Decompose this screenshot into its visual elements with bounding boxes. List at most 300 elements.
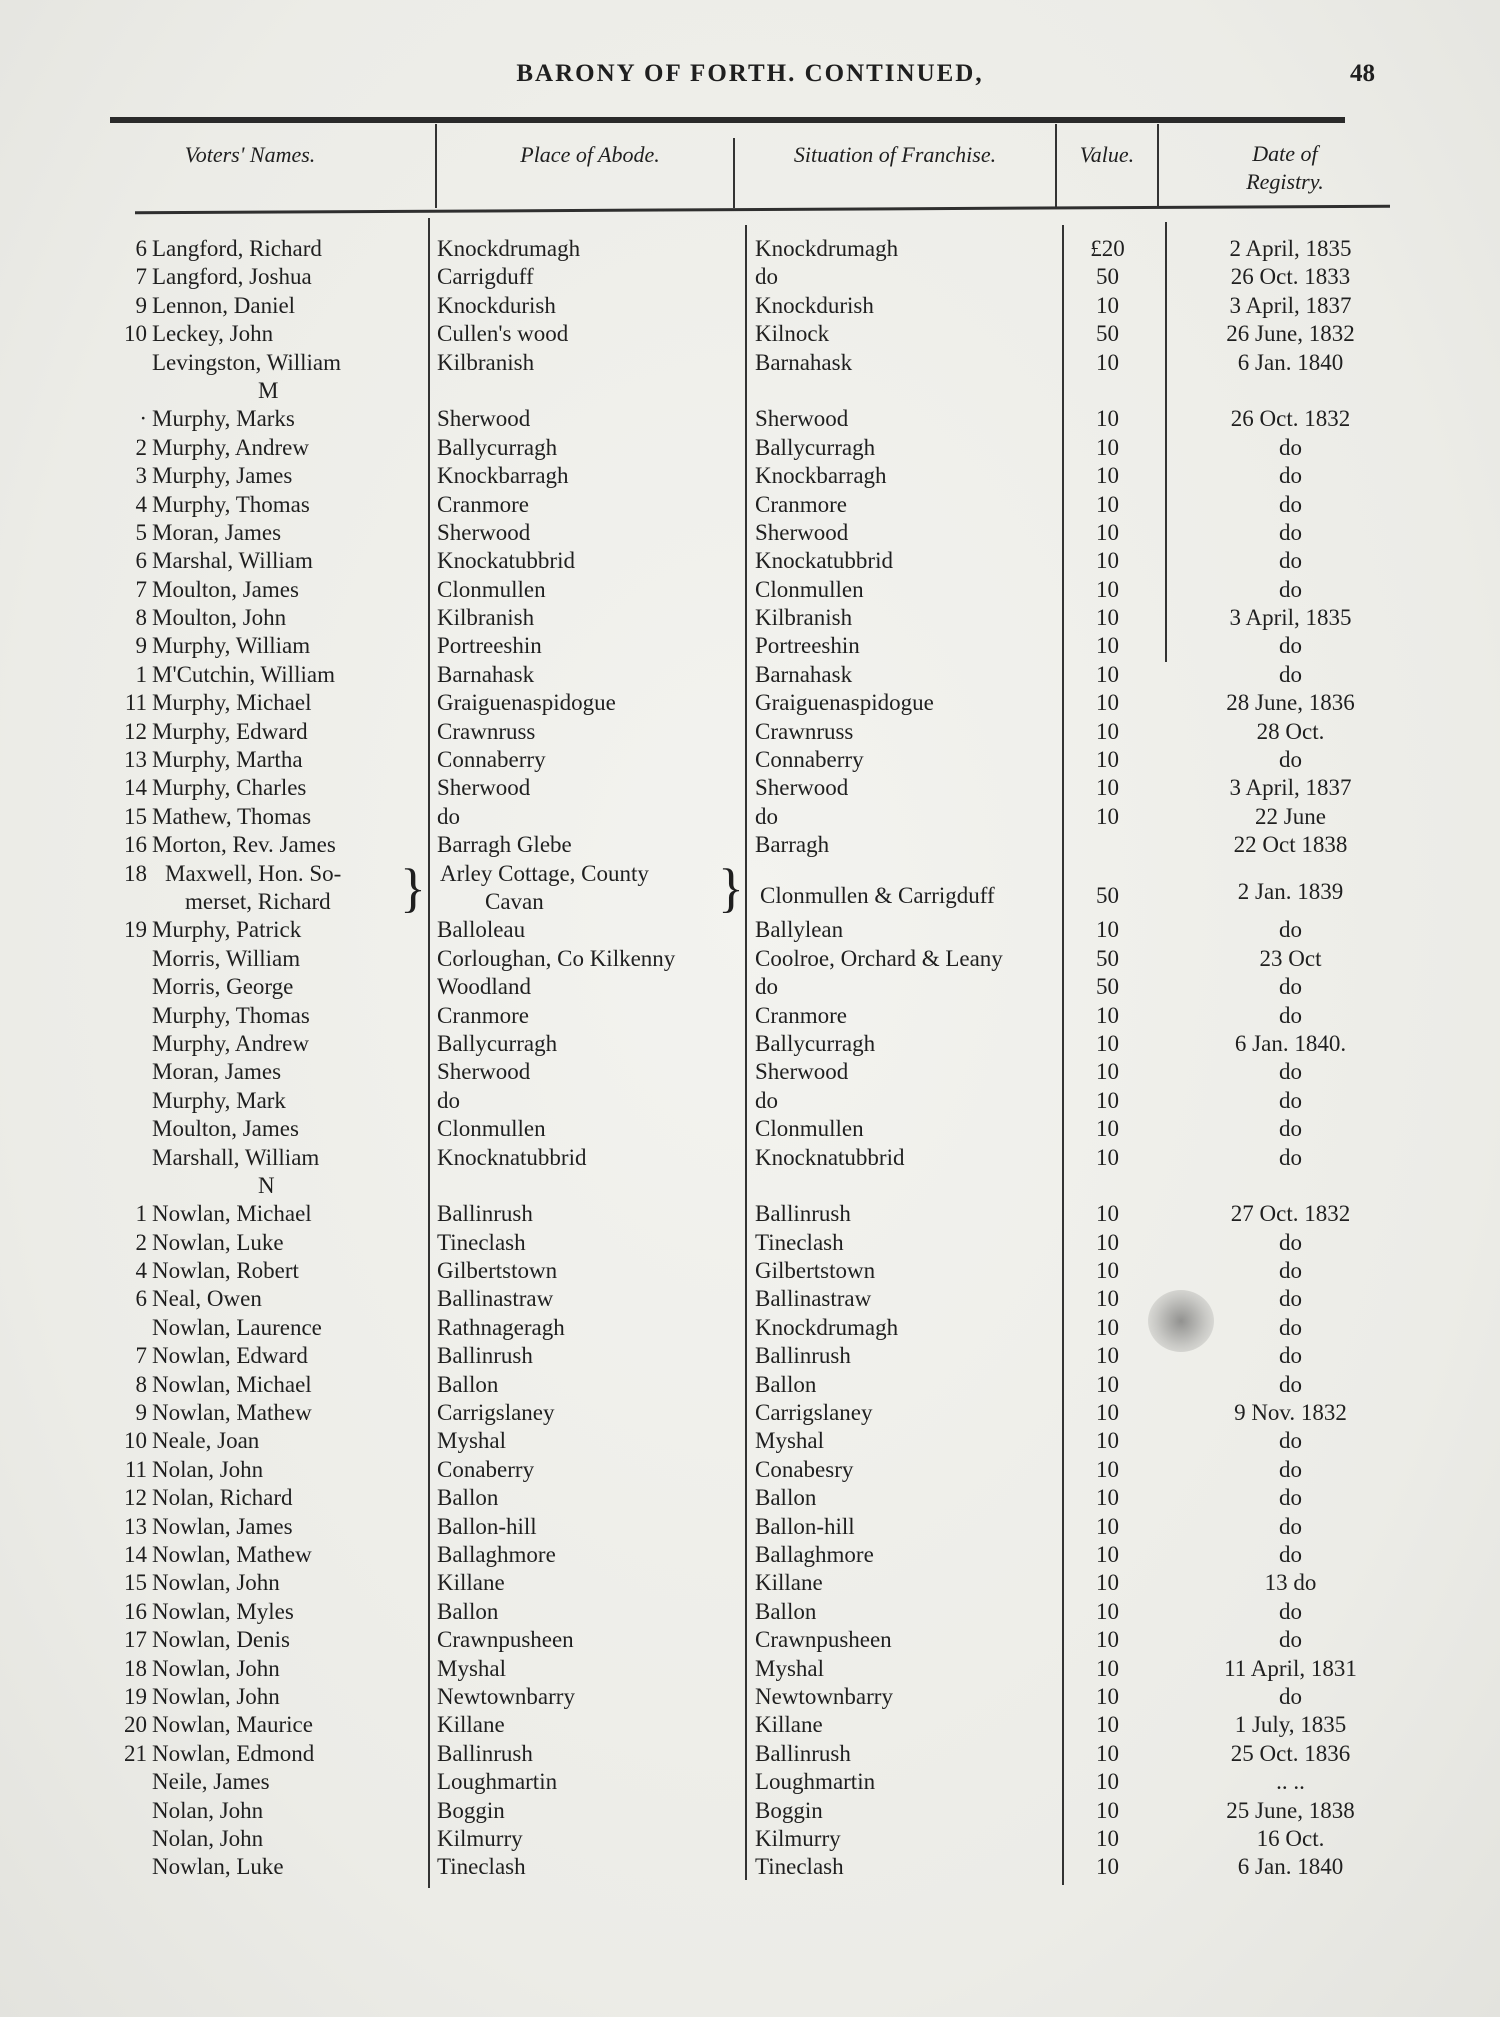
voter-row	[0, 1741, 1500, 1769]
voter-row	[0, 577, 1500, 605]
voter-row	[0, 1145, 1500, 1173]
franchise-value: 10	[1096, 633, 1119, 659]
place-of-abode: do	[437, 803, 460, 829]
voter-row	[0, 690, 1500, 718]
franchise-value: 10	[1096, 1712, 1119, 1738]
voters-n-group	[0, 1201, 1500, 1882]
franchise-value: 50	[1096, 974, 1119, 1000]
registry-date: do	[1279, 1343, 1302, 1369]
voter-row	[0, 605, 1500, 633]
registry-date: do	[1279, 1683, 1302, 1709]
voter-name: Neile, James	[152, 1769, 270, 1795]
col-header-names: Voters' Names.	[184, 142, 316, 167]
registry-date: do	[1279, 974, 1302, 1000]
voter-row	[0, 1485, 1500, 1513]
voter-row	[0, 321, 1500, 349]
voter-number: 10	[124, 321, 147, 347]
voter-number: 11	[124, 690, 147, 716]
maxwell-name-line1: Maxwell, Hon. So-	[165, 860, 342, 886]
situation-of-franchise: Knockatubbrid	[755, 548, 893, 574]
situation-of-franchise: Sherwood	[755, 406, 849, 432]
franchise-value: 10	[1096, 1541, 1119, 1567]
registry-date: do	[1279, 519, 1302, 545]
section-n-letter: N	[258, 1172, 275, 1198]
voter-name: Nowlan, Michael	[152, 1201, 312, 1227]
voter-name: Morris, William	[152, 945, 301, 971]
franchise-value: 10	[1096, 1456, 1119, 1482]
voter-number: 7	[135, 264, 147, 290]
franchise-value: 50	[1096, 264, 1119, 290]
franchise-value: 10	[1096, 1598, 1119, 1624]
voter-name: Langford, Joshua	[152, 264, 312, 290]
place-of-abode: Ballycurragh	[437, 434, 558, 460]
voter-row	[0, 1343, 1500, 1371]
voter-name: M'Cutchin, William	[152, 661, 335, 687]
registry-date: 25 June, 1838	[1226, 1797, 1355, 1823]
voter-row	[0, 1003, 1500, 1031]
registry-date: do	[1279, 1116, 1302, 1142]
voter-row	[0, 1599, 1500, 1627]
franchise-value: 10	[1096, 491, 1119, 517]
franchise-value: 10	[1096, 1144, 1119, 1170]
voter-row	[0, 1116, 1500, 1144]
situation-of-franchise: Ballylean	[755, 917, 844, 943]
situation-of-franchise: Crawnpusheen	[755, 1627, 892, 1653]
registry-date: 3 April, 1837	[1229, 292, 1352, 318]
registry-date: 26 Oct. 1833	[1230, 264, 1351, 290]
voter-name: Nowlan, Michael	[152, 1371, 312, 1397]
situation-of-franchise: Sherwood	[755, 775, 849, 801]
voter-row	[0, 633, 1500, 661]
registry-date: 28 Oct.	[1256, 718, 1325, 744]
col-header-value: Value.	[1079, 142, 1135, 167]
franchise-value: £20	[1090, 236, 1125, 261]
situation-of-franchise: Barragh	[755, 832, 830, 858]
registry-date: 13 do	[1264, 1570, 1317, 1596]
maxwell-brace-right: }	[718, 857, 744, 918]
voter-number: 14	[124, 1541, 147, 1567]
voter-row	[0, 1769, 1500, 1797]
registry-date: 6 Jan. 1840.	[1234, 1030, 1347, 1056]
voter-row	[0, 1854, 1500, 1882]
voter-number: 11	[124, 1456, 147, 1482]
voter-number: 6	[135, 236, 147, 261]
voter-name: Moran, James	[152, 1059, 282, 1085]
franchise-value: 10	[1096, 1371, 1119, 1397]
situation-of-franchise: Gilbertstown	[755, 1258, 876, 1284]
situation-of-franchise: do	[755, 803, 778, 829]
registry-date: do	[1279, 1456, 1302, 1482]
situation-of-franchise: Sherwood	[755, 1059, 849, 1085]
voter-row	[0, 1258, 1500, 1286]
franchise-value: 10	[1096, 349, 1119, 375]
voter-row	[0, 520, 1500, 548]
registry-date: 26 June, 1832	[1226, 321, 1355, 347]
franchise-value: 50	[1096, 321, 1119, 347]
voter-name: Murphy, Martha	[152, 747, 303, 773]
registry-date: do	[1279, 1286, 1302, 1312]
voter-number: 7	[135, 1343, 147, 1369]
voter-row	[0, 1712, 1500, 1740]
voter-name: Neale, Joan	[152, 1428, 260, 1454]
registry-date: 16 Oct.	[1256, 1825, 1325, 1851]
voter-number: 2	[135, 434, 147, 460]
voter-row	[0, 832, 1500, 860]
voter-row	[0, 1059, 1500, 1087]
situation-of-franchise: Connaberry	[755, 747, 864, 773]
registry-date: 9 Nov. 1832	[1234, 1400, 1347, 1426]
voter-row	[0, 1230, 1500, 1258]
top-rule	[110, 117, 1345, 123]
registry-date: do	[1279, 1059, 1302, 1085]
voter-number: 15	[124, 803, 147, 829]
voter-row	[0, 1514, 1500, 1542]
place-of-abode: Knockdrumagh	[437, 236, 581, 261]
place-of-abode: Connaberry	[437, 747, 546, 773]
voter-row	[0, 662, 1500, 690]
franchise-value: 10	[1096, 1570, 1119, 1596]
maxwell-franchise: Clonmullen & Carrigduff	[760, 882, 995, 908]
voters-m-group	[0, 406, 1500, 860]
voter-number: 18	[124, 1655, 147, 1681]
header-rule-1	[435, 124, 437, 208]
maxwell-abode-line1: Arley Cottage, County	[440, 860, 649, 886]
voter-name: Nowlan, Edward	[152, 1343, 308, 1369]
voter-number: 15	[124, 1570, 147, 1596]
franchise-value: 10	[1096, 775, 1119, 801]
place-of-abode: Cranmore	[437, 1002, 529, 1028]
voter-number: 12	[124, 1485, 147, 1511]
place-of-abode: Boggin	[437, 1797, 505, 1823]
voter-row	[0, 1684, 1500, 1712]
voter-number: 9	[135, 292, 147, 318]
voter-name: Murphy, Andrew	[152, 1030, 309, 1056]
voter-name: Nowlan, Luke	[152, 1229, 284, 1255]
voter-name: Marshall, William	[152, 1144, 320, 1170]
registry-date: 2 April, 1835	[1229, 236, 1352, 261]
voter-number: 2	[135, 1229, 147, 1255]
franchise-value: 10	[1096, 1513, 1119, 1539]
place-of-abode: Gilbertstown	[437, 1258, 558, 1284]
maxwell-date: 2 Jan. 1839	[1237, 878, 1344, 904]
voter-name: Nowlan, Robert	[152, 1258, 299, 1284]
franchise-value: 10	[1096, 1740, 1119, 1766]
header-rule-3	[1055, 124, 1057, 208]
voter-row	[0, 1457, 1500, 1485]
franchise-value: 10	[1096, 1286, 1119, 1312]
voter-row	[0, 1286, 1500, 1314]
maxwell-value: 50	[1096, 882, 1119, 908]
registry-date: do	[1279, 463, 1302, 489]
voter-number: 12	[124, 718, 147, 744]
voter-row	[0, 1798, 1500, 1826]
registry-date: do	[1279, 548, 1302, 574]
section-m-heading	[0, 378, 1500, 406]
registry-date: 25 Oct. 1836	[1230, 1740, 1351, 1766]
voter-name: Murphy, William	[152, 633, 311, 659]
situation-of-franchise: Ballon	[755, 1485, 817, 1511]
situation-of-franchise: Ballon-hill	[755, 1513, 855, 1539]
voter-name: Levingston, William	[152, 349, 342, 375]
place-of-abode: Ballon	[437, 1598, 499, 1624]
voter-table	[0, 236, 1500, 1883]
place-of-abode: Knockdurish	[437, 292, 556, 318]
registry-date: 1 July, 1835	[1234, 1712, 1347, 1738]
registry-date: .. ..	[1276, 1769, 1305, 1795]
place-of-abode: Cullen's wood	[437, 321, 569, 347]
place-of-abode: do	[437, 1087, 460, 1113]
voter-row	[0, 974, 1500, 1002]
place-of-abode: Clonmullen	[437, 576, 546, 602]
registry-date: do	[1279, 1513, 1302, 1539]
franchise-value: 10	[1096, 292, 1119, 318]
situation-of-franchise: Ballon	[755, 1371, 817, 1397]
franchise-value: 10	[1096, 1116, 1119, 1142]
franchise-value: 10	[1096, 1655, 1119, 1681]
voter-name: Murphy, Thomas	[152, 491, 310, 517]
franchise-value: 10	[1096, 1229, 1119, 1255]
voter-name: Nowlan, Myles	[152, 1598, 294, 1624]
voter-name: Murphy, Thomas	[152, 1002, 310, 1028]
page-number: 48	[1350, 60, 1375, 87]
situation-of-franchise: do	[755, 1087, 778, 1113]
place-of-abode: Ballon-hill	[437, 1513, 537, 1539]
voter-number: 20	[124, 1712, 147, 1738]
place-of-abode: Killane	[437, 1570, 505, 1596]
franchise-value: 10	[1096, 1201, 1119, 1227]
voter-number: 16	[124, 1598, 147, 1624]
registry-date: 6 Jan. 1840	[1237, 349, 1344, 375]
voter-name: Moulton, James	[152, 1116, 299, 1142]
registry-date: do	[1279, 576, 1302, 602]
voter-row	[0, 406, 1500, 434]
franchise-value: 10	[1096, 1258, 1119, 1284]
registry-date: do	[1279, 1485, 1302, 1511]
franchise-value: 10	[1096, 803, 1119, 829]
situation-of-franchise: Knockdrumagh	[755, 1314, 899, 1340]
franchise-value: 10	[1096, 690, 1119, 716]
registry-date: do	[1279, 1087, 1302, 1113]
voter-row	[0, 747, 1500, 775]
place-of-abode: Ballinastraw	[437, 1286, 554, 1312]
place-of-abode: Ballaghmore	[437, 1541, 556, 1567]
situation-of-franchise: Boggin	[755, 1797, 823, 1823]
place-of-abode: Crawnpusheen	[437, 1627, 574, 1653]
place-of-abode: Carrigslaney	[437, 1400, 555, 1426]
situation-of-franchise: Cranmore	[755, 1002, 847, 1028]
maxwell-entry	[0, 857, 1500, 918]
voter-name: Moulton, John	[152, 605, 287, 631]
voter-row	[0, 1826, 1500, 1854]
voter-number: 19	[124, 917, 147, 943]
situation-of-franchise: Ballycurragh	[755, 434, 876, 460]
place-of-abode: Killane	[437, 1712, 505, 1738]
section-n-heading	[0, 1173, 1500, 1201]
voter-name: Murphy, Andrew	[152, 434, 309, 460]
voter-number: 21	[124, 1740, 147, 1766]
registry-date: do	[1279, 1314, 1302, 1340]
situation-of-franchise: Cranmore	[755, 491, 847, 517]
voter-number: 7	[135, 576, 147, 602]
place-of-abode: Sherwood	[437, 519, 531, 545]
situation-of-franchise: do	[755, 264, 778, 290]
situation-of-franchise: Ballinastraw	[755, 1286, 872, 1312]
voter-row	[0, 1570, 1500, 1598]
place-of-abode: Kilbranish	[437, 605, 535, 631]
voter-name: Nowlan, James	[152, 1513, 293, 1539]
registry-date: 3 April, 1837	[1229, 775, 1352, 801]
franchise-value: 10	[1096, 1683, 1119, 1709]
place-of-abode: Portreeshin	[437, 633, 542, 659]
situation-of-franchise: Ballinrush	[755, 1201, 851, 1227]
place-of-abode: Newtownbarry	[437, 1683, 575, 1709]
situation-of-franchise: Portreeshin	[755, 633, 860, 659]
franchise-value: 10	[1096, 519, 1119, 545]
col-header-franchise: Situation of Franchise.	[793, 142, 997, 167]
place-of-abode: Carrigduff	[437, 264, 534, 290]
place-of-abode: Knocknatubbrid	[437, 1144, 587, 1170]
situation-of-franchise: Sherwood	[755, 519, 849, 545]
voter-row	[0, 1372, 1500, 1400]
place-of-abode: Loughmartin	[437, 1769, 558, 1795]
voter-name: Nowlan, Mathew	[152, 1400, 312, 1426]
voter-number: 17	[124, 1627, 147, 1653]
voter-name: Murphy, Michael	[152, 690, 312, 716]
voter-row	[0, 917, 1500, 945]
franchise-value: 10	[1096, 1854, 1119, 1880]
voter-row	[0, 1656, 1500, 1684]
voter-row	[0, 946, 1500, 974]
franchise-value: 10	[1096, 1825, 1119, 1851]
situation-of-franchise: Graiguenaspidogue	[755, 690, 934, 716]
voter-name: Nowlan, John	[152, 1570, 280, 1596]
franchise-value: 10	[1096, 747, 1119, 773]
situation-of-franchise: Clonmullen	[755, 576, 864, 602]
place-of-abode: Myshal	[437, 1655, 506, 1681]
registry-date: 28 June, 1836	[1226, 690, 1355, 716]
situation-of-franchise: Tineclash	[755, 1854, 844, 1880]
voter-number: 1	[135, 661, 147, 687]
franchise-value: 10	[1096, 1485, 1119, 1511]
situation-of-franchise: Newtownbarry	[755, 1683, 893, 1709]
registry-date: do	[1279, 491, 1302, 517]
situation-of-franchise: Knockdurish	[755, 292, 874, 318]
voter-number: 8	[135, 1371, 147, 1397]
registry-date: 27 Oct. 1832	[1230, 1201, 1351, 1227]
voter-row	[0, 1627, 1500, 1655]
situation-of-franchise: Crawnruss	[755, 718, 854, 744]
situation-of-franchise: Ballon	[755, 1598, 817, 1624]
place-of-abode: Knockbarragh	[437, 463, 569, 489]
voter-row	[0, 492, 1500, 520]
situation-of-franchise: Knocknatubbrid	[755, 1144, 905, 1170]
registry-date: do	[1279, 1428, 1302, 1454]
maxwell-name-line2: merset, Richard	[185, 888, 331, 914]
voter-number: 8	[135, 605, 147, 631]
voter-name: Nolan, Richard	[152, 1485, 293, 1511]
col-header-abode: Place of Abode.	[520, 142, 660, 167]
place-of-abode: Ballinrush	[437, 1343, 533, 1369]
situation-of-franchise: Clonmullen	[755, 1116, 864, 1142]
franchise-value: 10	[1096, 576, 1119, 602]
registry-date: do	[1279, 1002, 1302, 1028]
franchise-value: 10	[1096, 1343, 1119, 1369]
place-of-abode: Myshal	[437, 1428, 506, 1454]
voter-number: ·	[139, 406, 147, 432]
situation-of-franchise: Ballinrush	[755, 1740, 851, 1766]
franchise-value: 10	[1096, 548, 1119, 574]
place-of-abode: Tineclash	[437, 1854, 526, 1880]
running-head: BARONY OF FORTH. CONTINUED,	[516, 60, 984, 87]
situation-of-franchise: Ballaghmore	[755, 1541, 874, 1567]
voter-name: Leckey, John	[152, 321, 274, 347]
place-of-abode: Conaberry	[437, 1456, 535, 1482]
situation-of-franchise: Kilmurry	[755, 1825, 841, 1851]
voter-number: 10	[124, 1428, 147, 1454]
voter-row	[0, 804, 1500, 832]
voter-name: Marshal, William	[152, 548, 313, 574]
situation-of-franchise: Kilnock	[755, 321, 830, 347]
situation-of-franchise: Tineclash	[755, 1229, 844, 1255]
franchise-value: 10	[1096, 1627, 1119, 1653]
voter-name: Mathew, Thomas	[152, 803, 312, 829]
voter-name: Murphy, Marks	[152, 406, 295, 432]
voter-number: 13	[124, 1513, 147, 1539]
place-of-abode: Barragh Glebe	[437, 832, 572, 858]
header-rule-2	[733, 138, 735, 208]
situation-of-franchise: Ballinrush	[755, 1343, 851, 1369]
registry-date: do	[1279, 1541, 1302, 1567]
franchise-value: 10	[1096, 1030, 1119, 1056]
voter-number: 4	[135, 1258, 147, 1284]
franchise-value: 10	[1096, 406, 1119, 432]
situation-of-franchise: Conabesry	[755, 1456, 854, 1482]
place-of-abode: Ballinrush	[437, 1201, 533, 1227]
franchise-value: 10	[1096, 434, 1119, 460]
registry-date: do	[1279, 633, 1302, 659]
franchise-value: 10	[1096, 1797, 1119, 1823]
voter-number: 3	[135, 463, 147, 489]
maxwell-abode-line2: Cavan	[485, 888, 544, 914]
header-rule-4	[1157, 124, 1159, 208]
registry-date: do	[1279, 661, 1302, 687]
situation-of-franchise: Carrigslaney	[755, 1400, 873, 1426]
franchise-value: 10	[1096, 917, 1119, 943]
registry-date: do	[1279, 1144, 1302, 1170]
situation-of-franchise: Killane	[755, 1712, 823, 1738]
voter-number: 6	[135, 1286, 147, 1312]
ink-stain	[1148, 1290, 1214, 1352]
voter-row	[0, 1201, 1500, 1229]
voter-name: Murphy, Mark	[152, 1087, 286, 1113]
voter-row	[0, 719, 1500, 747]
registry-date: 23 Oct	[1259, 945, 1322, 971]
voter-row	[0, 435, 1500, 463]
franchise-value: 10	[1096, 463, 1119, 489]
voter-number: 19	[124, 1683, 147, 1709]
voter-row	[0, 264, 1500, 292]
situation-of-franchise: Loughmartin	[755, 1769, 876, 1795]
place-of-abode: Clonmullen	[437, 1116, 546, 1142]
col-header-date-line2: Registry.	[1246, 169, 1324, 194]
voter-row	[0, 1088, 1500, 1116]
voter-number: 9	[135, 1400, 147, 1426]
franchise-value: 10	[1096, 1400, 1119, 1426]
voter-number: 5	[135, 519, 147, 545]
voter-row	[0, 1542, 1500, 1570]
voter-name: Neal, Owen	[152, 1286, 262, 1312]
voter-row	[0, 1428, 1500, 1456]
